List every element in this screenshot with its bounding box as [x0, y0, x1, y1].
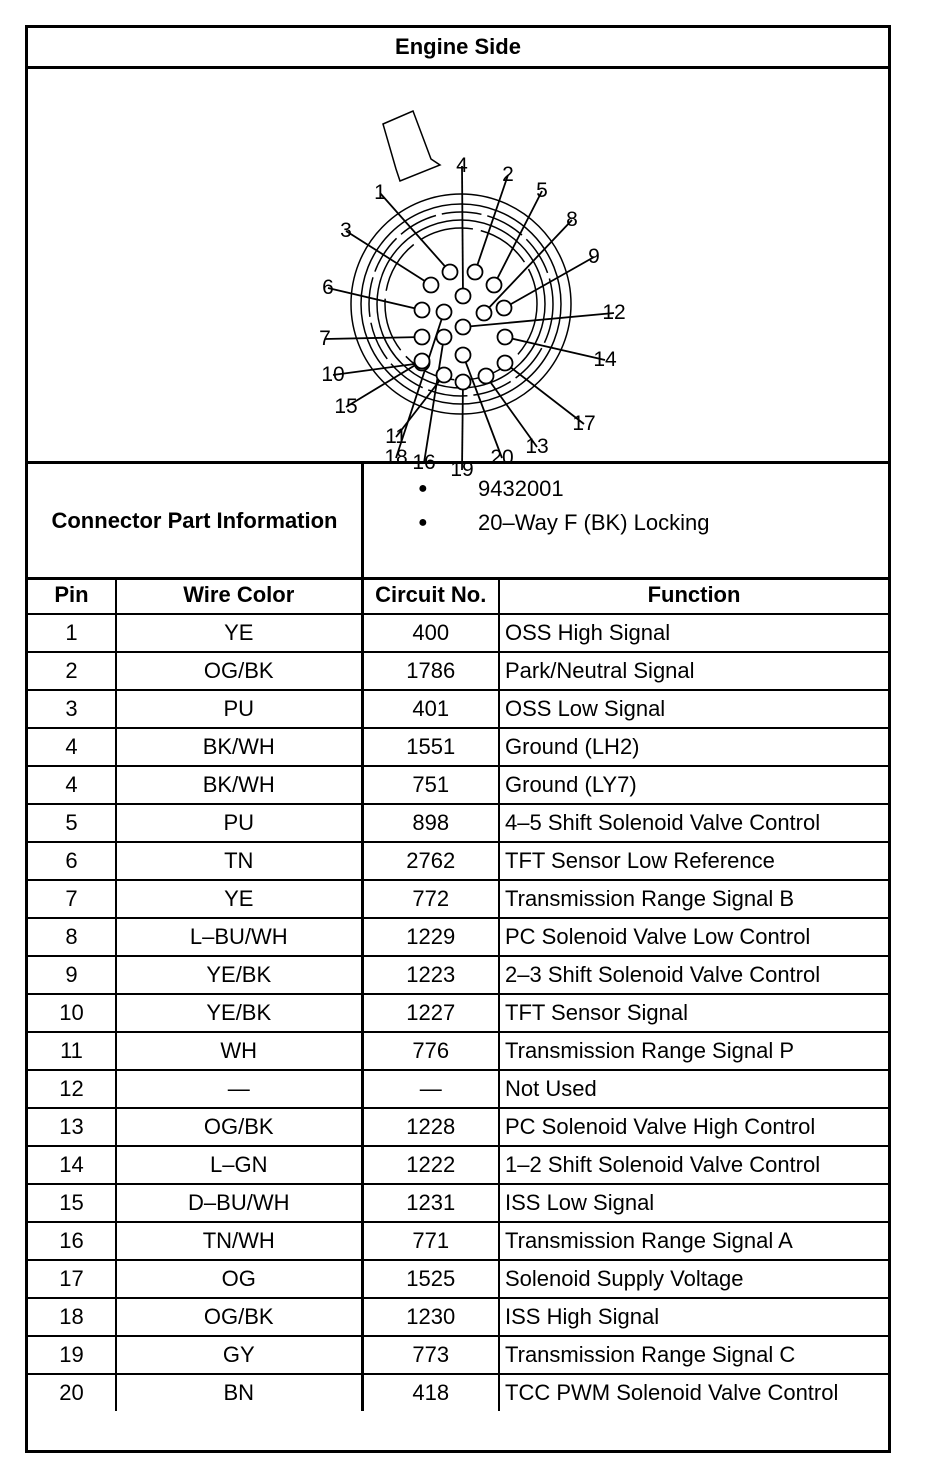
- function-cell: Transmission Range Signal A: [499, 1222, 888, 1260]
- circuit-cell: 1228: [362, 1108, 499, 1146]
- function-cell: 1–2 Shift Solenoid Valve Control: [499, 1146, 888, 1184]
- pin-leader-line: [462, 382, 463, 470]
- pin-cell: 8: [28, 918, 116, 956]
- function-cell: TFT Sensor Signal: [499, 994, 888, 1032]
- pin-cell: 12: [28, 1070, 116, 1108]
- pin-number-label: 16: [412, 451, 436, 474]
- pin-number-label: 3: [340, 219, 352, 242]
- pin-cavity: [437, 330, 452, 345]
- pin-cell: 6: [28, 842, 116, 880]
- table-row: [28, 1184, 888, 1222]
- wire-color-cell: OG: [116, 1260, 362, 1298]
- wire-color-cell: OG/BK: [116, 652, 362, 690]
- pin-number-label: 5: [536, 179, 548, 202]
- pin-cell: 20: [28, 1374, 116, 1411]
- pin-number-label: 12: [602, 301, 626, 324]
- pin-leader-line: [325, 337, 422, 339]
- pin-number-label: 14: [593, 348, 617, 371]
- function-cell: PC Solenoid Valve High Control: [499, 1108, 888, 1146]
- table-row: [28, 1222, 888, 1260]
- pin-number-label: 9: [588, 245, 600, 268]
- function-cell: ISS Low Signal: [499, 1184, 888, 1222]
- pin-number-label: 17: [572, 412, 596, 435]
- wire-color-cell: GY: [116, 1336, 362, 1374]
- circuit-cell: 771: [362, 1222, 499, 1260]
- pin-cavity: [415, 354, 430, 369]
- table-row: [28, 804, 888, 842]
- bullet-icon: ●: [418, 514, 428, 531]
- pin-leader-line: [494, 191, 542, 285]
- pin-cavity: [477, 306, 492, 321]
- pin-cell: 14: [28, 1146, 116, 1184]
- table-row: [28, 690, 888, 728]
- pin-number-label: 1: [374, 181, 386, 204]
- table-row: [28, 1260, 888, 1298]
- locking-tab: [383, 111, 440, 181]
- function-cell: Ground (LY7): [499, 766, 888, 804]
- pin-leader-line: [475, 175, 508, 272]
- function-cell: Ground (LH2): [499, 728, 888, 766]
- connector-sheet: [25, 25, 891, 1453]
- table-row: [28, 880, 888, 918]
- circuit-cell: 772: [362, 880, 499, 918]
- pin-cavity: [437, 305, 452, 320]
- pin-function-table: [28, 577, 888, 1411]
- wire-color-cell: YE: [116, 614, 362, 652]
- table-row: [28, 1374, 888, 1411]
- wire-color-cell: —: [116, 1070, 362, 1108]
- wire-color-cell: TN: [116, 842, 362, 880]
- pin-leader-line: [328, 288, 422, 310]
- pin-cell: 19: [28, 1336, 116, 1374]
- pin-cavity: [415, 330, 430, 345]
- table-row: [28, 652, 888, 690]
- connector-face-drawing: [28, 69, 888, 481]
- circuit-cell: 1786: [362, 652, 499, 690]
- pin-number-label: 6: [322, 276, 334, 299]
- wire-color-cell: PU: [116, 804, 362, 842]
- table-row: [28, 842, 888, 880]
- pin-number-label: 19: [450, 458, 474, 481]
- circuit-cell: 1551: [362, 728, 499, 766]
- circuit-cell: 2762: [362, 842, 499, 880]
- pin-cell: 10: [28, 994, 116, 1032]
- pin-leader-line: [462, 166, 463, 296]
- function-cell: ISS High Signal: [499, 1298, 888, 1336]
- pin-cell: 3: [28, 690, 116, 728]
- table-row: [28, 1108, 888, 1146]
- pin-cell: 9: [28, 956, 116, 994]
- wire-color-cell: TN/WH: [116, 1222, 362, 1260]
- circuit-cell: 418: [362, 1374, 499, 1411]
- pin-number-label: 8: [566, 208, 578, 231]
- pin-leader-line: [484, 220, 572, 313]
- circuit-cell: —: [362, 1070, 499, 1108]
- pin-number-label: 2: [502, 163, 514, 186]
- pin-number-label: 10: [321, 363, 345, 386]
- circuit-cell: 776: [362, 1032, 499, 1070]
- wire-color-cell: BK/WH: [116, 728, 362, 766]
- pin-cell: 11: [28, 1032, 116, 1070]
- part-info-item: [373, 506, 710, 540]
- wire-color-cell: BK/WH: [116, 766, 362, 804]
- function-cell: 4–5 Shift Solenoid Valve Control: [499, 804, 888, 842]
- pin-cavity: [456, 375, 471, 390]
- function-cell: Transmission Range Signal B: [499, 880, 888, 918]
- connector-diagram: [28, 69, 888, 481]
- pin-cell: 5: [28, 804, 116, 842]
- wire-color-cell: YE: [116, 880, 362, 918]
- connector-description: 20–Way F (BK) Locking: [478, 510, 710, 535]
- wire-color-cell: D–BU/WH: [116, 1184, 362, 1222]
- pin-cavity: [498, 356, 513, 371]
- table-row: [28, 1146, 888, 1184]
- pin-number-label: 15: [334, 395, 358, 418]
- wire-color-cell: BN: [116, 1374, 362, 1411]
- pin-cavity: [479, 369, 494, 384]
- function-cell: TFT Sensor Low Reference: [499, 842, 888, 880]
- circuit-cell: 751: [362, 766, 499, 804]
- table-row: [28, 1298, 888, 1336]
- pin-number-label: 18: [384, 446, 408, 469]
- pin-number-label: 13: [525, 435, 549, 458]
- pin-cell: 16: [28, 1222, 116, 1260]
- pin-number-label: 20: [490, 446, 514, 469]
- table-row: [28, 956, 888, 994]
- pin-cavity: [424, 278, 439, 293]
- pin-cavity: [456, 348, 471, 363]
- wire-color-cell: OG/BK: [116, 1108, 362, 1146]
- wire-color-cell: YE/BK: [116, 956, 362, 994]
- table-row: [28, 766, 888, 804]
- function-cell: Transmission Range Signal C: [499, 1336, 888, 1374]
- part-number: 9432001: [478, 476, 564, 501]
- table-row: [28, 728, 888, 766]
- circuit-cell: 1525: [362, 1260, 499, 1298]
- pin-cell: 1: [28, 614, 116, 652]
- header-function: Function: [499, 577, 888, 614]
- circuit-cell: 1223: [362, 956, 499, 994]
- table-row: [28, 1336, 888, 1374]
- circuit-cell: 1222: [362, 1146, 499, 1184]
- function-cell: Solenoid Supply Voltage: [499, 1260, 888, 1298]
- pin-cavity: [456, 289, 471, 304]
- header-pin: Pin: [28, 577, 116, 614]
- circuit-cell: 1229: [362, 918, 499, 956]
- function-cell: 2–3 Shift Solenoid Valve Control: [499, 956, 888, 994]
- header-circuit-no: Circuit No.: [362, 577, 499, 614]
- circuit-cell: 400: [362, 614, 499, 652]
- pin-cavity: [443, 265, 458, 280]
- bullet-icon: ●: [418, 480, 428, 497]
- header-wire-color: Wire Color: [116, 577, 362, 614]
- engine-side-title: Engine Side: [28, 28, 888, 69]
- table-row: [28, 994, 888, 1032]
- pin-cell: 7: [28, 880, 116, 918]
- pin-cavity: [498, 330, 513, 345]
- pin-number-label: 7: [319, 327, 331, 350]
- pin-number-label: 4: [456, 154, 468, 177]
- pin-cavity: [437, 368, 452, 383]
- pin-cavity: [497, 301, 512, 316]
- pin-cavity: [487, 278, 502, 293]
- pin-number-label: 11: [385, 425, 407, 448]
- pin-cell: 4: [28, 728, 116, 766]
- pin-cavity: [468, 265, 483, 280]
- table-row: [28, 614, 888, 652]
- function-cell: OSS High Signal: [499, 614, 888, 652]
- pin-cell: 2: [28, 652, 116, 690]
- pin-cell: 15: [28, 1184, 116, 1222]
- wire-color-cell: L–GN: [116, 1146, 362, 1184]
- pin-leader-line: [505, 337, 605, 360]
- function-cell: Transmission Range Signal P: [499, 1032, 888, 1070]
- pin-cell: 4: [28, 766, 116, 804]
- pin-cavity: [415, 303, 430, 318]
- table-header-row: [28, 577, 888, 614]
- function-cell: Not Used: [499, 1070, 888, 1108]
- pin-cell: 18: [28, 1298, 116, 1336]
- wire-color-cell: L–BU/WH: [116, 918, 362, 956]
- wire-color-cell: WH: [116, 1032, 362, 1070]
- pin-number-labels: [319, 154, 626, 481]
- table-row: [28, 1032, 888, 1070]
- pin-cell: 17: [28, 1260, 116, 1298]
- circuit-cell: 898: [362, 804, 499, 842]
- pin-leader-line: [346, 231, 431, 285]
- function-cell: OSS Low Signal: [499, 690, 888, 728]
- circuit-cell: 1227: [362, 994, 499, 1032]
- circuit-cell: 1230: [362, 1298, 499, 1336]
- circuit-cell: 1231: [362, 1184, 499, 1222]
- connector-part-info: [28, 464, 888, 580]
- pin-cavity: [456, 320, 471, 335]
- connector-part-info-label: Connector Part Information: [28, 464, 364, 577]
- wire-color-cell: OG/BK: [116, 1298, 362, 1336]
- function-cell: TCC PWM Solenoid Valve Control: [499, 1374, 888, 1411]
- table-row: [28, 1070, 888, 1108]
- connector-part-info-list: [373, 472, 710, 540]
- pin-cell: 13: [28, 1108, 116, 1146]
- table-row: [28, 918, 888, 956]
- circuit-cell: 773: [362, 1336, 499, 1374]
- part-info-item: [373, 472, 710, 506]
- function-cell: Park/Neutral Signal: [499, 652, 888, 690]
- function-cell: PC Solenoid Valve Low Control: [499, 918, 888, 956]
- circuit-cell: 401: [362, 690, 499, 728]
- wire-color-cell: PU: [116, 690, 362, 728]
- pin-leader-line: [504, 257, 594, 308]
- wire-color-cell: YE/BK: [116, 994, 362, 1032]
